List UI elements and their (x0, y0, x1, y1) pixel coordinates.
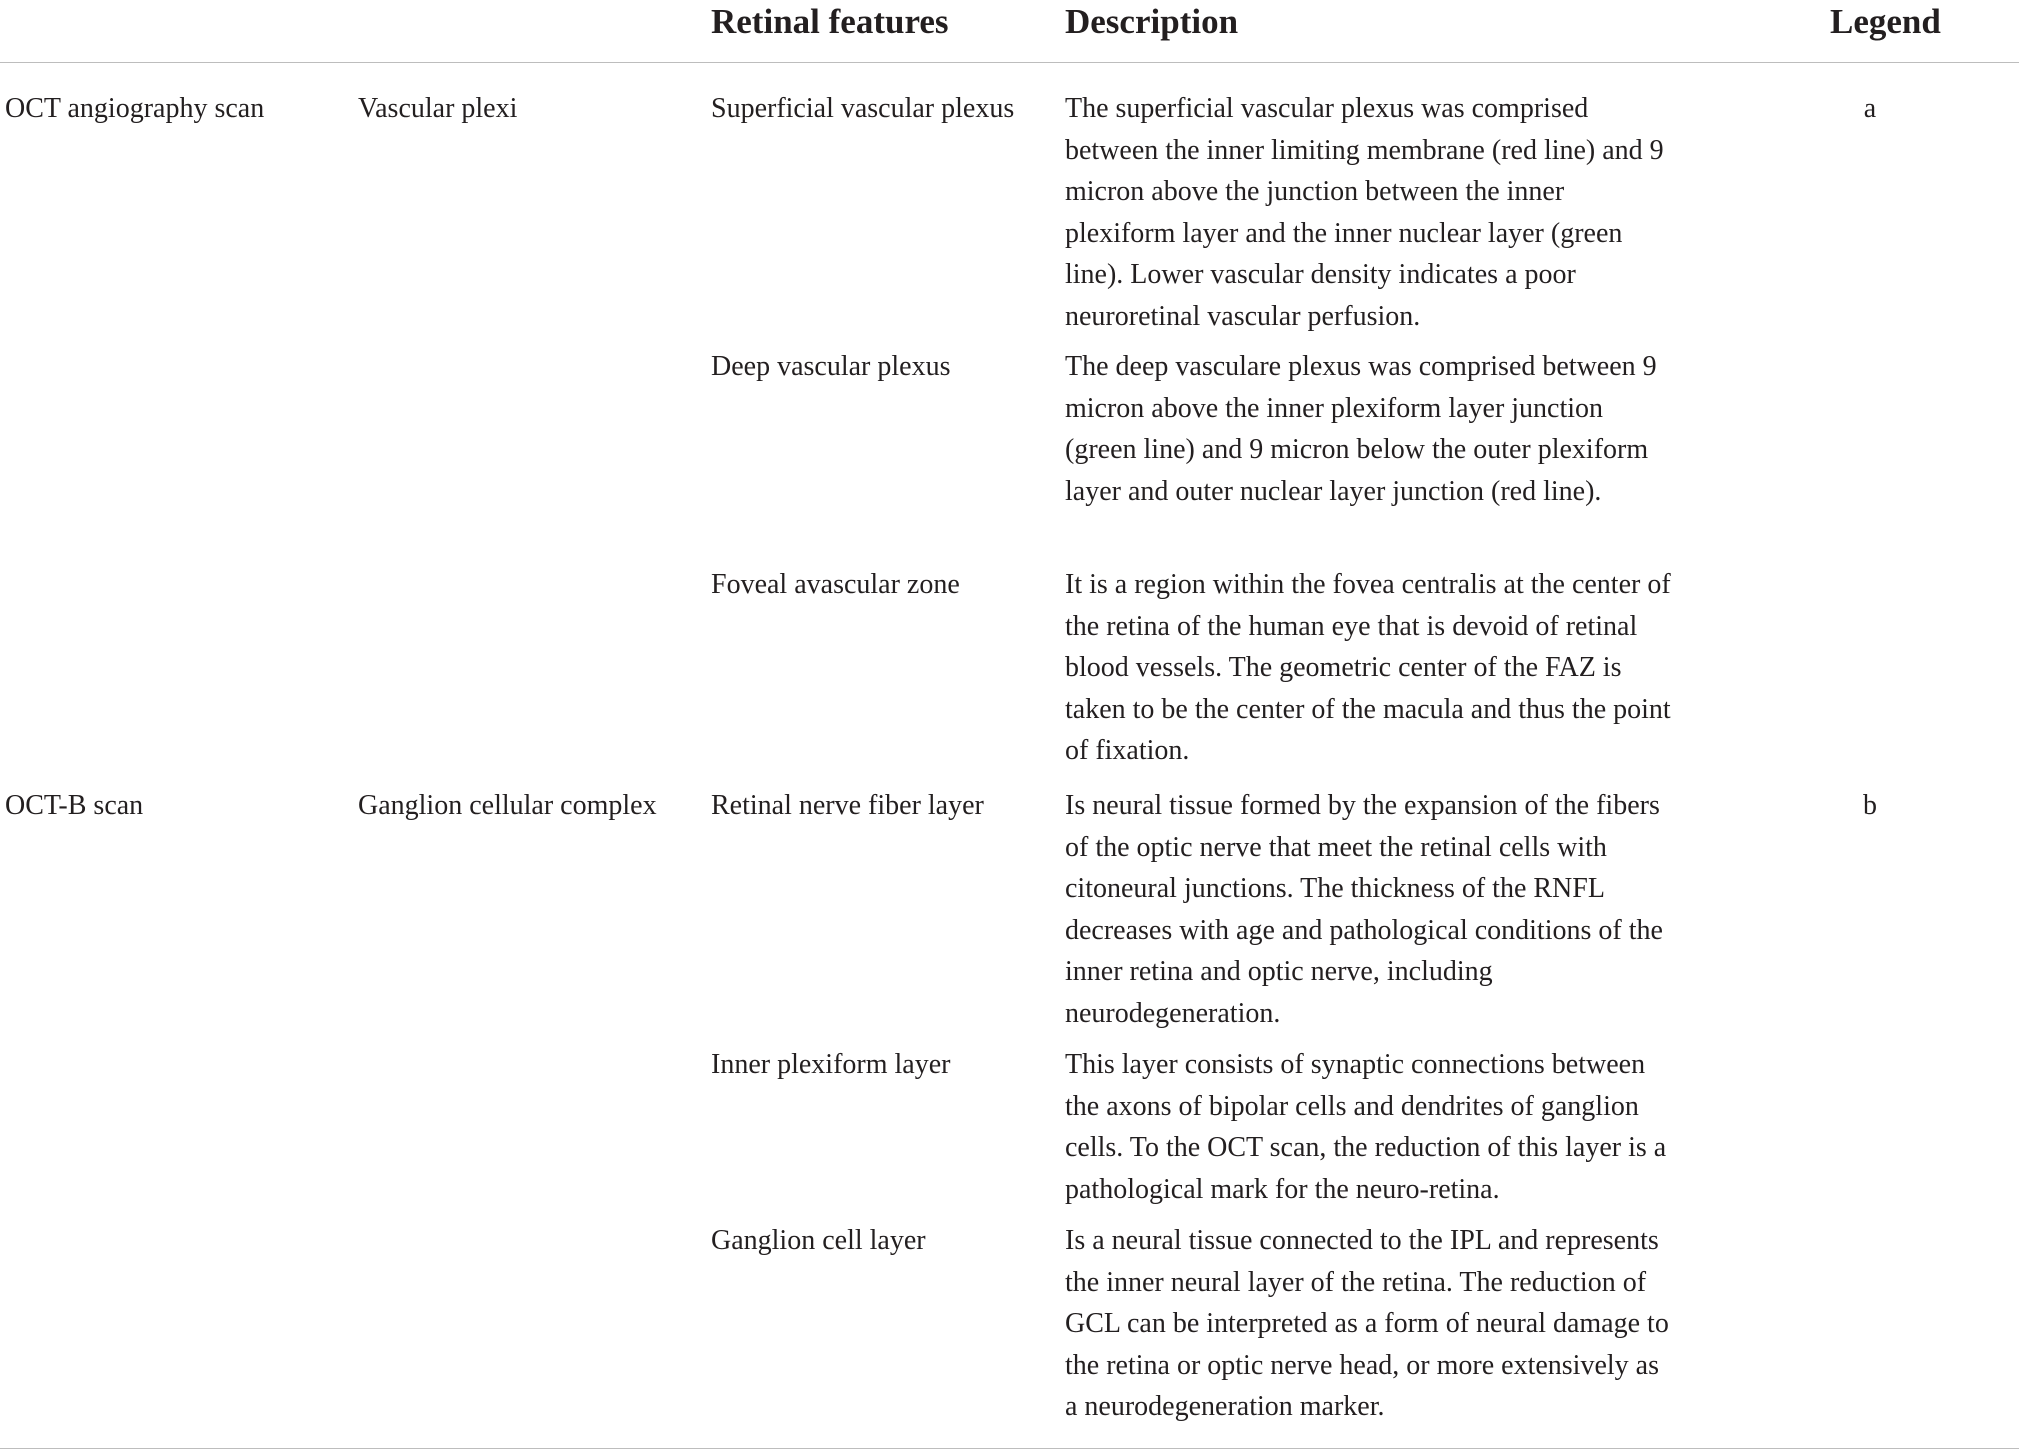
table-header (0, 0, 2019, 63)
row-4-description: This layer consists of synaptic connections between the axons of bipolar cells and dendrites of ganglion cells. To the OCT scan, the reduction of this layer is a pathological mark for the neuro-retina. (1065, 1049, 1667, 1205)
row-0-scan: OCT angiography scan (5, 93, 265, 124)
row-2-description: It is a region within the fovea centralis at the center of the retina of the human eye that is devoid of retinal blood vessels. The geometric center of the FAZ is taken to be the center of the macula and thus the point of fixation. (1065, 569, 1671, 767)
row-2-feature: Foveal avascular zone (711, 569, 960, 600)
row-3-category: Ganglion cellular complex (358, 790, 657, 821)
row-3-scan: OCT-B scan (5, 790, 144, 821)
row-3-description: Is neural tissue formed by the expansion of the fibers of the optic nerve that meet the retinal cells with citoneural junctions. The thickness of the RNFL decreases with age and pathological conditions of the inner retina and optic nerve, including neurodegeneration. (1065, 790, 1663, 1029)
header-legend: Legend (1830, 2, 1941, 41)
row-1-feature: Deep vascular plexus (711, 351, 951, 382)
row-0-category: Vascular plexi (358, 93, 518, 124)
header-retinal-features: Retinal features (711, 2, 949, 41)
row-1-description: The deep vasculare plexus was comprised between 9 micron above the inner plexiform layer junction (green line) and 9 micron below the outer plexiform layer and outer nuclear layer junction (red line). (1065, 351, 1657, 507)
row-0-feature: Superficial vascular plexus (711, 93, 1015, 124)
row-4-feature: Inner plexiform layer (711, 1049, 951, 1080)
row-3-legend: b (1863, 790, 1877, 821)
table-bottom-rule (0, 1448, 2019, 1449)
row-0-legend: a (1863, 93, 1877, 124)
row-0-description: The superficial vascular plexus was comprised between the inner limiting membrane (red line) and 9 micron above the junction between the inner plexiform layer and the inner nuclear layer (green line). Lower vascular density indicates a poor neuroretinal vascular perfusion. (1065, 93, 1664, 332)
row-3-feature: Retinal nerve fiber layer (711, 790, 984, 821)
row-5-feature: Ganglion cell layer (711, 1225, 926, 1256)
header-description: Description (1065, 2, 1239, 41)
row-5-description: Is a neural tissue connected to the IPL and represents the inner neural layer of the retina. The reduction of GCL can be interpreted as a form of neural damage to the retina or optic nerve head, or more extensively as a neurodegeneration marker. (1065, 1225, 1669, 1423)
